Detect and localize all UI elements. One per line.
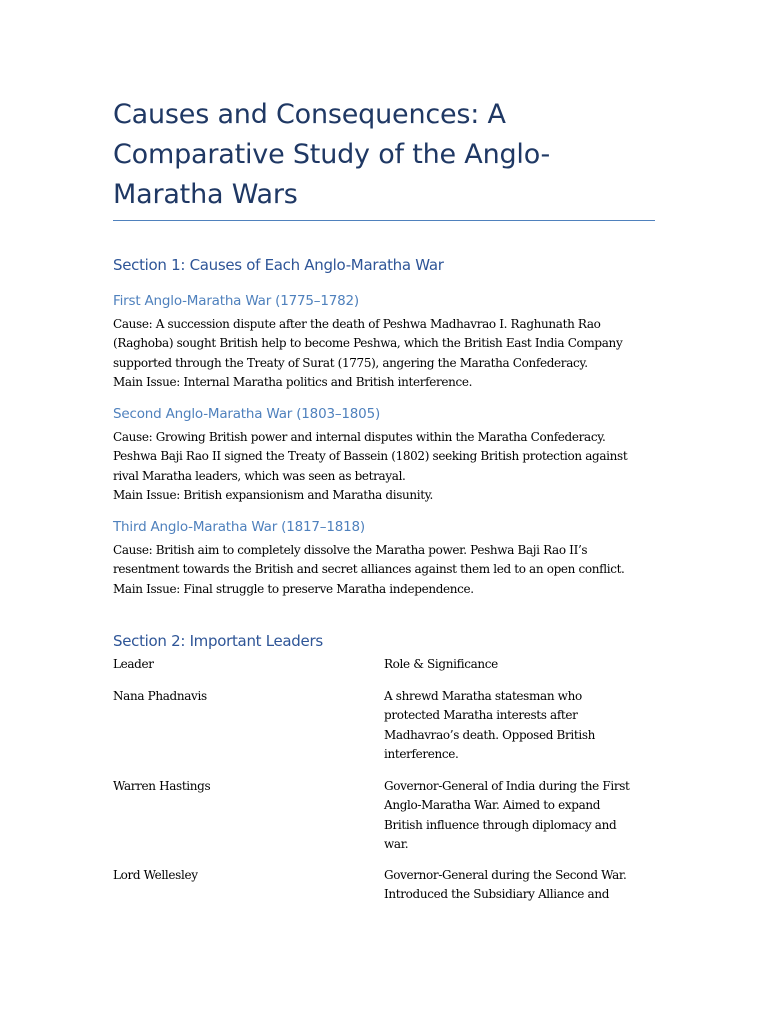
paragraph-line: resentment towards the British and secret alliances against them led to an open conflict. — [113, 562, 625, 577]
paragraph-line: rival Maratha leaders, which was seen as betrayal. — [113, 468, 406, 483]
section2-heading: Section 2: Important Leaders — [113, 632, 323, 650]
war1-paragraph — [113, 315, 658, 392]
cell-line: Anglo-Maratha War. Aimed to expand — [384, 798, 601, 813]
war3-paragraph — [113, 541, 658, 599]
cell-line: A shrewd Maratha statesman who — [384, 689, 582, 703]
cell-line: protected Maratha interests after — [384, 708, 578, 723]
title-line: Causes and Consequences: A — [113, 99, 506, 130]
paragraph-line: Cause: British aim to completely dissolve the Maratha power. Peshwa Baji Rao II’s — [113, 543, 588, 557]
cell-line: Governor-General of India during the First — [384, 779, 630, 793]
war2-paragraph — [113, 428, 658, 505]
cell-line: Governor-General during the Second War. — [384, 868, 627, 882]
table-header-leader: Leader — [113, 657, 154, 671]
table-header-role: Role & Significance — [384, 657, 498, 671]
title-underline — [113, 220, 655, 221]
war2-heading: Second Anglo-Maratha War (1803–1805) — [113, 406, 381, 422]
paragraph-line: Cause: Growing British power and internal disputes within the Maratha Confederacy. — [113, 430, 606, 444]
table-cell-role — [384, 687, 659, 764]
paragraph-line: (Raghoba) sought British help to become Peshwa, which the British East India Company — [113, 336, 623, 351]
title-line: Comparative Study of the Anglo- — [113, 139, 551, 170]
war1-heading: First Anglo-Maratha War (1775–1782) — [113, 293, 359, 309]
document-title — [113, 95, 673, 215]
cell-line: British influence through diplomacy and — [384, 817, 617, 832]
cell-line: interference. — [384, 746, 459, 761]
cell-line: Introduced the Subsidiary Alliance and — [384, 887, 610, 902]
paragraph-line: supported through the Treaty of Surat (1775), angering the Maratha Confederacy. — [113, 355, 588, 370]
table-cell-leader: Warren Hastings — [113, 779, 211, 793]
cell-line: war. — [384, 836, 409, 851]
table-cell-leader: Lord Wellesley — [113, 868, 198, 882]
paragraph-line: Peshwa Baji Rao II signed the Treaty of Bassein (1802) seeking British protection against — [113, 449, 628, 464]
table-cell-role — [384, 777, 659, 854]
table-cell-leader: Nana Phadnavis — [113, 689, 207, 703]
section1-heading: Section 1: Causes of Each Anglo-Maratha War — [113, 256, 444, 274]
war3-heading: Third Anglo-Maratha War (1817–1818) — [113, 519, 365, 535]
paragraph-line: Cause: A succession dispute after the death of Peshwa Madhavrao I. Raghunath Rao — [113, 317, 601, 331]
paragraph-line: Main Issue: Internal Maratha politics and British interference. — [113, 374, 473, 389]
table-cell-role — [384, 866, 659, 905]
cell-line: Madhavrao’s death. Opposed British — [384, 727, 596, 742]
title-line: Maratha Wars — [113, 179, 298, 210]
paragraph-line: Main Issue: British expansionism and Maratha disunity. — [113, 487, 434, 502]
paragraph-line: Main Issue: Final struggle to preserve Maratha independence. — [113, 581, 474, 596]
